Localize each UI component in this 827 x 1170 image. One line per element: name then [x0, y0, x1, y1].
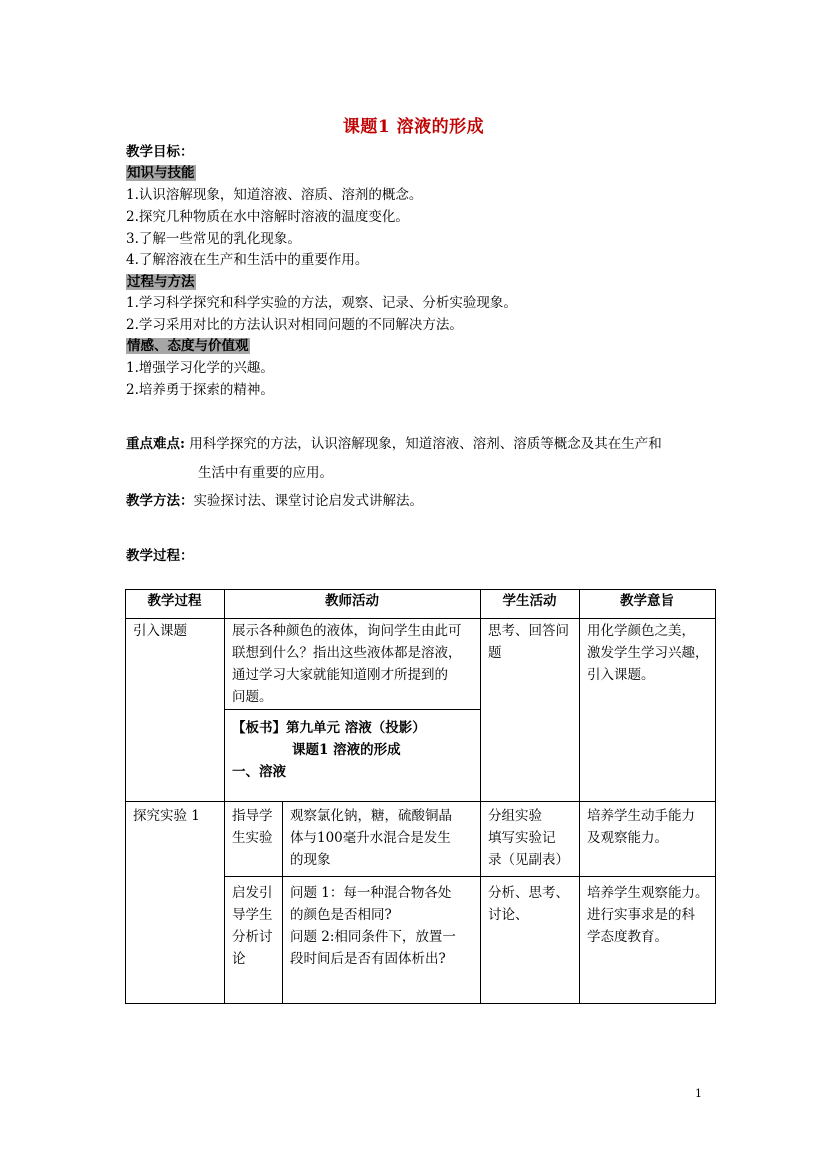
header-student: 学生活动 — [502, 593, 557, 609]
text-line: 激发学生学习兴趣， — [587, 645, 709, 661]
text-line: 联想到什么？指出这些液体都是溶液， — [232, 645, 462, 661]
table-border — [579, 589, 580, 1004]
text-line: 填写实验记 — [488, 830, 556, 846]
text-line: 分组实验 — [488, 808, 542, 824]
text-line: 生实验 — [232, 830, 273, 846]
key-points-label: 重点难点: — [126, 436, 185, 452]
text-line: 录（见副表） — [488, 852, 569, 868]
table-border — [125, 589, 126, 1004]
row2-teacher — [290, 805, 478, 871]
row3-action — [232, 882, 280, 970]
text-line: 分析、思考、 — [488, 885, 569, 901]
text-line: 问题。 — [232, 689, 273, 705]
text-line: 段时间后是否有固体析出? — [290, 951, 446, 967]
row3-teacher — [290, 882, 478, 970]
table-border — [224, 589, 225, 1004]
text-line: 培养学生观察能力。 — [587, 885, 709, 901]
table-border — [480, 589, 481, 1004]
table-border — [125, 801, 716, 802]
text-line: 进行实事求是的科 — [587, 907, 695, 923]
text-line: 用化学颜色之美， — [587, 623, 695, 639]
method-label: 教学方法： — [126, 493, 194, 509]
text-line: 启发引 — [232, 885, 273, 901]
table-border — [224, 876, 716, 877]
method-text: 实验探讨法、课堂讨论启发式讲解法。 — [193, 493, 423, 509]
row1-teacher — [232, 620, 476, 708]
header-stage: 教学过程 — [147, 593, 202, 609]
key-points — [126, 434, 662, 454]
knowledge-heading — [126, 163, 196, 183]
text-line: 引入课题。 — [587, 667, 655, 683]
row1-stage: 引入课题 — [133, 623, 187, 639]
text-line: 论 — [232, 951, 246, 967]
header-teacher: 教师活动 — [325, 593, 379, 609]
emotion-item: 1.增强学习化学的兴趣。 — [126, 360, 274, 376]
row2-action — [232, 805, 280, 849]
process-label: 教学过程： — [126, 548, 194, 564]
text-line: 问题 2:相同条件下，放置一 — [290, 929, 456, 945]
emotion-heading — [126, 336, 250, 356]
process-item: 1.学习科学探究和科学实验的方法，观察、记录、分析实验现象。 — [126, 295, 517, 311]
row3-student — [488, 882, 578, 926]
row2-stage: 探究实验 1 — [133, 808, 200, 824]
text-line: 培养学生动手能力 — [587, 808, 695, 824]
key-points-text: 用科学探究的方法，认识溶解现象，知道溶液、溶剂、溶质等概念及其在生产和 — [184, 436, 662, 452]
table-border — [715, 589, 716, 1004]
row2-student — [488, 805, 578, 871]
text-line: 问题 1：每一种混合物各处 — [290, 885, 452, 901]
table-border — [282, 801, 283, 1004]
text-line: 分析讨 — [232, 929, 273, 945]
row2-purpose — [587, 805, 715, 849]
key-points-continuation: 生活中有重要的应用。 — [198, 465, 333, 481]
emotion-heading-text: 情感、态度与价值观 — [127, 338, 249, 354]
text-line: 通过学习大家就能知道刚才所提到的 — [232, 667, 448, 683]
knowledge-item: 3.了解一些常见的乳化现象。 — [126, 231, 301, 247]
knowledge-item: 2.探究几种物质在水中溶解时溶液的温度变化。 — [126, 209, 409, 225]
text-line: 学态度教育。 — [587, 929, 668, 945]
row3-purpose — [587, 882, 715, 948]
page-title: 课题1 溶液的形成 — [342, 117, 485, 137]
objectives-label: 教学目标： — [126, 144, 194, 160]
text-line: 体与100毫升水混合是发生 — [290, 830, 451, 846]
teaching-method — [126, 491, 423, 511]
process-item: 2.学习采用对比的方法认识对相同问题的不同解决方法。 — [126, 317, 463, 333]
row1-board — [232, 717, 476, 783]
emotion-item: 2.培养勇于探索的精神。 — [126, 382, 274, 398]
text-line: 的现象 — [290, 852, 331, 868]
table-border — [224, 709, 480, 710]
text-line: 观察氯化钠，糖，硫酸铜晶 — [290, 808, 452, 824]
text-line: 指导学 — [232, 808, 273, 824]
table-border — [125, 1003, 716, 1004]
text-line: 及观察能力。 — [587, 830, 668, 846]
process-heading — [126, 272, 196, 292]
knowledge-item: 1.认识溶解现象，知道溶液、溶质、溶剂的概念。 — [126, 187, 423, 203]
text-line: 讨论、 — [488, 907, 529, 923]
board-line: 课题1 溶液的形成 — [292, 742, 401, 758]
board-line: 一、溶液 — [232, 764, 286, 780]
table-border — [125, 618, 716, 619]
row1-student — [488, 620, 576, 664]
text-line: 展示各种颜色的液体，询问学生由此可 — [232, 623, 462, 639]
knowledge-item: 4.了解溶液在生产和生活中的重要作用。 — [126, 252, 369, 268]
header-purpose: 教学意旨 — [620, 593, 674, 609]
process-heading-text: 过程与方法 — [127, 274, 195, 290]
text-line: 思考、回答问 — [488, 623, 569, 639]
text-line: 题 — [488, 645, 502, 661]
text-line: 的颜色是否相同? — [290, 907, 392, 923]
row1-purpose — [587, 620, 715, 686]
text-line: 导学生 — [232, 907, 273, 923]
page-number: 1 — [695, 1087, 702, 1100]
knowledge-heading-text: 知识与技能 — [127, 165, 195, 181]
board-line: 【板书】第九单元 溶液（投影） — [232, 720, 426, 736]
